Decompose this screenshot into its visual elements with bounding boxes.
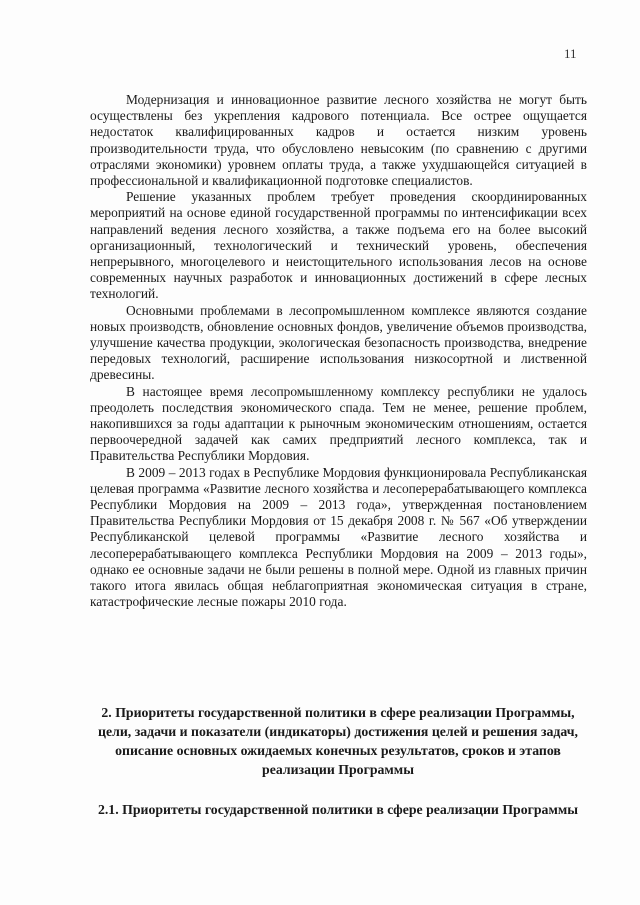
paragraph-program-solution: Решение указанных проблем требует проведения скоординированных мероприятий на основе единой государственной программы по интенсификации всех направлений ведения лесного хозяйства, а также подъема его на более высокий организационный, технологический и технический уровень, обеспечения непрерывного, многоцелевого и неистощительного использования лесов на основе современных научных разработок и инновационных достижений в сфере лесных технологий. — [90, 189, 587, 302]
subsection-heading-priorities: 2.1. Приоритеты государственной политики в сфере реализации Программы — [97, 802, 579, 817]
page-number: 11 — [564, 46, 577, 61]
paragraph-current-situation: В настоящее время лесопромышленному комплексу республики не удалось преодолеть последствия экономического спада. Тем не менее, решение проблем, накопившихся за годы адаптации к рыночным экономическим отношениям, остается первоочередной задачей как самих предприятий лесного комплекса, так и Правительства Республики Мордовия. — [90, 383, 587, 464]
paragraph-workforce: Модернизация и инновационное развитие лесного хозяйства не могут быть осуществлены без укрепления кадрового потенциала. Все острее ощущается недостаток квалифицированных кадров и остается низким уровень производительности труда, что обусловлено невысоким (по сравнению с другими отраслями экономики) уровнем оплаты труда, а также ухудшающейся ситуацией в профессиональной и квалификационной подготовке специалистов. — [90, 92, 587, 189]
body-text — [90, 92, 587, 611]
section-heading-priorities-goals: 2. Приоритеты государственной политики в сфере реализации Программы, цели, задачи и показатели (индикаторы) достижения целей и решения задач, описание основных ожидаемых конечных результатов, сроков и этапов реализации Программы — [98, 705, 578, 777]
paragraph-previous-program: В 2009 – 2013 годах в Республике Мордовия функционировала Республиканская целевая программа «Развитие лесного хозяйства и лесоперерабатывающего комплекса Республики Мордовия на 2009 – 2013 года», утвержденная постановлением Правительства Республики Мордовия от 15 декабря 2008 г. № 567 «Об утверждении Республиканской целевой программы «Развитие лесного хозяйства и лесоперерабатывающего комплекса Республики Мордовия на 2009 – 2013 годы», однако ее основные задачи не были решены в полной мере. Одной из главных причин такого итога явилась общая неблагоприятная экономическая ситуация в стране, катастрофические лесные пожары 2010 года. — [90, 464, 587, 610]
paragraph-industry-problems: Основными проблемами в лесопромышленном комплексе являются создание новых производств, обновление основных фондов, увеличение объемов производства, улучшение качества продукции, экологическая безопасность производства, внедрение передовых технологий, расширение использования низкосортной и лиственной древесины. — [90, 302, 587, 383]
